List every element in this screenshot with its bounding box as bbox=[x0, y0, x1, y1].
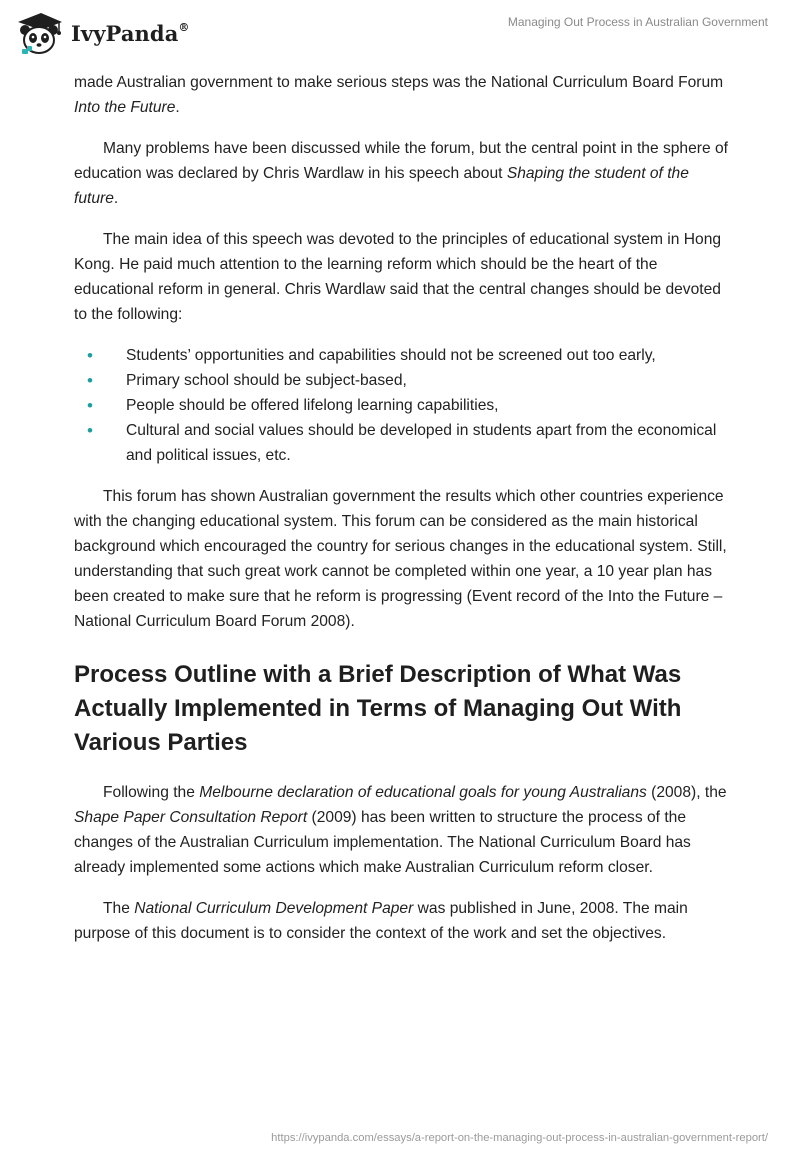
list-item: • Primary school should be subject-based, bbox=[74, 368, 734, 393]
bullet-list bbox=[74, 343, 734, 468]
bullet-icon: • bbox=[87, 371, 93, 390]
brand-name: IvyPanda® bbox=[71, 20, 190, 46]
source-url[interactable]: https://ivypanda.com/essays/a-report-on-the-managing-out-process-in-australian-government-report/ bbox=[271, 1132, 768, 1144]
logo[interactable] bbox=[14, 10, 190, 56]
paragraph-3: The main idea of this speech was devoted to the principles of educational system in Hong Kong. He paid much attention to the learning reform which should be the heart of the educational reform in general. Chris Wardlaw said that the central changes should be devoted to the following: bbox=[74, 231, 722, 323]
bullet-icon: • bbox=[87, 421, 93, 440]
bullet-icon: • bbox=[87, 396, 93, 415]
document-title: Managing Out Process in Australian Government bbox=[507, 15, 768, 29]
section-heading: Process Outline with a Brief Description of What Was Actually Implemented in Terms of Managing Out With Various Parties bbox=[74, 661, 682, 756]
list-item: • Students’ opportunities and capabilities should not be screened out too early, bbox=[74, 343, 734, 368]
paragraph-6: The National Curriculum Development Paper was published in June, 2008. The main purpose of this document is to consider the context of the work and set the objectives. bbox=[74, 900, 688, 942]
paragraph-2: Many problems have been discussed while the forum, but the central point in the sphere of education was declared by Chris Wardlaw in his speech about Shaping the student of the future. bbox=[74, 140, 728, 207]
bullet-icon: • bbox=[87, 346, 93, 365]
article-body bbox=[74, 70, 734, 962]
paragraph-5: Following the Melbourne declaration of educational goals for young Australians (2008), the Shape Paper Consultation Report (2009) has been written to structure the process of the changes of the Australian Curriculum implementation. The National Curriculum Board has already implemented some actions which make Australian Curriculum reform closer. bbox=[74, 784, 727, 876]
panda-graduate-icon bbox=[14, 11, 64, 55]
paragraph-4: This forum has shown Australian government the results which other countries experience with the changing educational system. This forum can be considered as the main historical background which encouraged the country for serious changes in the educational system. Still, understanding that such great work cannot be completed within one year, a 10 year plan has been created to make sure that he reform is progressing (Event record of the Into the Future – National Curriculum Board Forum 2008). bbox=[74, 488, 727, 630]
list-item: • Cultural and social values should be developed in students apart from the economical and political issues, etc. bbox=[74, 418, 734, 468]
paragraph-1: made Australian government to make serious steps was the National Curriculum Board Forum Into the Future. bbox=[74, 74, 724, 116]
list-item: • People should be offered lifelong learning capabilities, bbox=[74, 393, 734, 418]
